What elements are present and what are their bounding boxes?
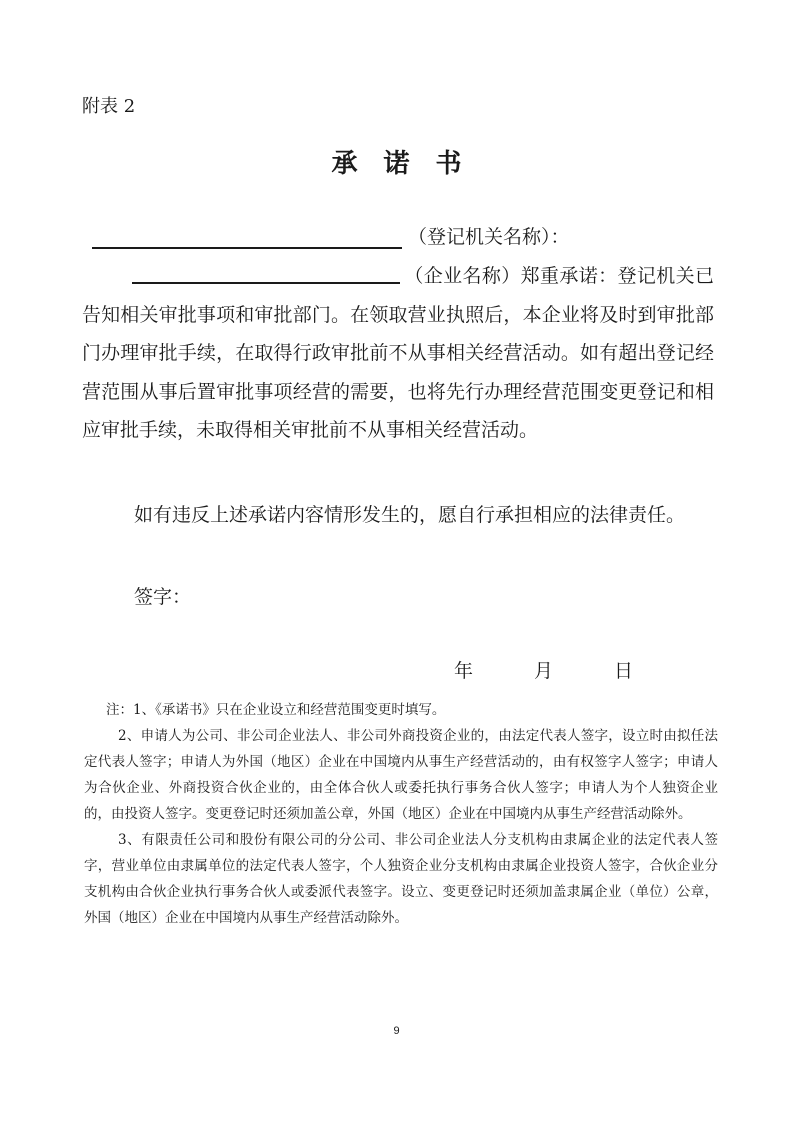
registration-authority-line: [92, 222, 570, 249]
company-name-blank: [132, 262, 400, 284]
note-2: 2、申请人为公司、非公司企业法人、非公司外商投资企业的，由法定代表人签字，设立时由拟任法定代表人签字；申请人为外国（地区）企业在中国境内从事生产经营活动的，由有权签字人签字；申请人为合伙企业、外商投资合伙企业的，由全体合伙人或委托执行事务合伙人签字；申请人为个人独资企业的，由投资人签字。变更登记时还须加盖公章，外国（地区）企业在中国境内从事生产经营活动除外。: [84, 728, 718, 822]
signature-label: 签字：: [134, 586, 192, 608]
page-title: 承诺书: [331, 149, 488, 179]
date-year-label: 年: [454, 660, 474, 682]
registration-authority-blank: [92, 227, 402, 249]
date-day-label: 日: [614, 660, 634, 682]
notes-section: [84, 697, 718, 931]
commitment-paragraph: [82, 257, 714, 450]
commitment-text: （企业名称）郑重承诺：登记机关已告知相关审批事项和审批部门。在领取营业执照后，本企业将及时到审批部门办理审批手续，在取得行政审批前不从事相关经营活动。如有超出登记经营范围从事后置审批事项经营的需要，也将先行办理经营范围变更登记和相应审批手续，未取得相关审批前不从事相关经营活动。: [82, 265, 714, 441]
registration-authority-label: （登记机关名称）：: [408, 226, 570, 248]
annex-label: 附表 2: [82, 96, 136, 117]
liability-statement: 如有违反上述承诺内容情形发生的，愿自行承担相应的法律责任。: [134, 504, 686, 526]
paragraph-indent: [82, 265, 404, 287]
page-number: 9: [393, 1025, 400, 1037]
note-3: 3、有限责任公司和股份有限公司的分公司、非公司企业法人分支机构由隶属企业的法定代表人签字，营业单位由隶属单位的法定代表人签字，个人独资企业分支机构由隶属企业投资人签字，合伙企业分支机构由合伙企业执行事务合伙人或委派代表签字。设立、变更登记时还须加盖隶属企业（单位）公章，外国（地区）企业在中国境内从事生产经营活动除外。: [84, 832, 718, 926]
note-1: 注：1、《承诺书》只在企业设立和经营范围变更时填写。: [106, 702, 446, 718]
date-month-label: 月: [534, 660, 554, 682]
